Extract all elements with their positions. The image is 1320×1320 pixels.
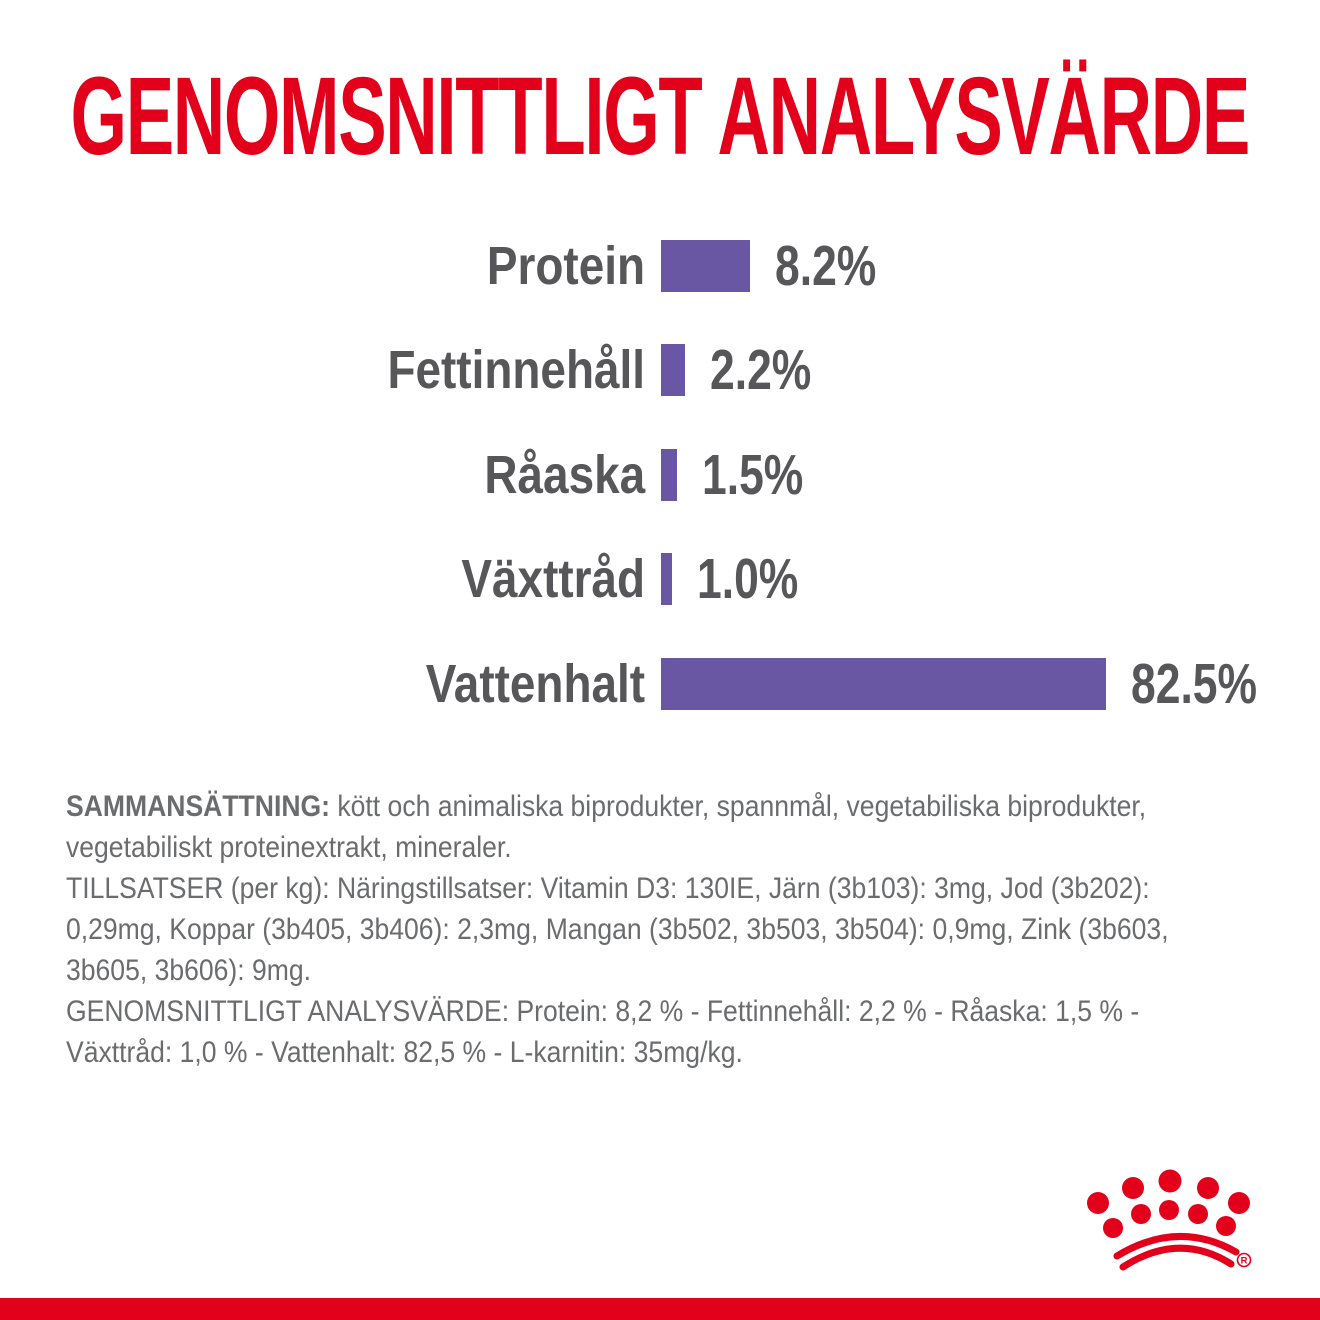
- page-title-wrap: [0, 54, 1320, 178]
- bar-value: 8.2%: [775, 234, 877, 298]
- additives-line-1: TILLSATSER (per kg): Näringstillsatser: Vitamin D3: 130IE, Järn (3b103): 3mg, Jod (3b202):: [66, 872, 1150, 905]
- bar-label: Råaska: [484, 445, 645, 505]
- bar-fettinnehall: [661, 344, 685, 396]
- composition-line-1: SAMMANSÄTTNING: kött och animaliska biprodukter, spannmål, vegetabiliska biprodukter,: [66, 790, 1147, 823]
- royal-canin-crown-icon: [1070, 1160, 1270, 1290]
- chart-row-vaxttrad: [0, 547, 827, 611]
- bar-protein: [661, 240, 750, 292]
- bar-value: 82.5%: [1131, 652, 1258, 716]
- bar-label: Fettinnehåll: [387, 340, 645, 400]
- bar-label: Växttråd: [461, 549, 645, 609]
- crown-swoosh: [1117, 1236, 1236, 1267]
- chart-row-vattenhalt: [0, 652, 1293, 716]
- composition-heading: SAMMANSÄTTNING:: [66, 790, 331, 823]
- bar-label: Vattenhalt: [425, 654, 645, 714]
- bar-value: 2.2%: [710, 338, 812, 402]
- chart-row-raaska: [0, 443, 832, 507]
- crown-dots: [1087, 1170, 1250, 1239]
- registered-trademark-icon: [1238, 1254, 1251, 1267]
- bar-label: Protein: [486, 236, 645, 296]
- bar-value: 1.0%: [697, 547, 799, 611]
- analysis-line-2: Växttråd: 1,0 % - Vattenhalt: 82,5 % - L-karnitin: 35mg/kg.: [66, 1036, 743, 1069]
- additives-line-3: 3b605, 3b606): 9mg.: [66, 954, 312, 987]
- analysis-line-1: GENOMSNITTLIGT ANALYSVÄRDE: Protein: 8,2 % - Fettinnehåll: 2,2 % - Råaska: 1,5 % -: [66, 995, 1140, 1028]
- additives-line-2: 0,29mg, Koppar (3b405, 3b406): 2,3mg, Mangan (3b502, 3b503, 3b504): 0,9mg, Zink (3b603,: [66, 913, 1169, 946]
- chart-row-protein: [0, 234, 905, 298]
- svg-text:R: R: [1240, 1255, 1248, 1267]
- bar-raaska: [661, 449, 677, 501]
- page-title: GENOMSNITTLIGT ANALYSVÄRDE: [70, 54, 1250, 178]
- bar-vattenhalt: [661, 658, 1106, 710]
- bottom-brand-band: [0, 1298, 1320, 1320]
- bar-value: 1.5%: [702, 443, 804, 507]
- ingredients-text-block: [66, 786, 1291, 1073]
- composition-line-2: vegetabiliskt proteinextrakt, mineraler.: [66, 831, 512, 864]
- chart-row-fettinnehall: [0, 338, 840, 402]
- bar-vaxttrad: [661, 553, 672, 605]
